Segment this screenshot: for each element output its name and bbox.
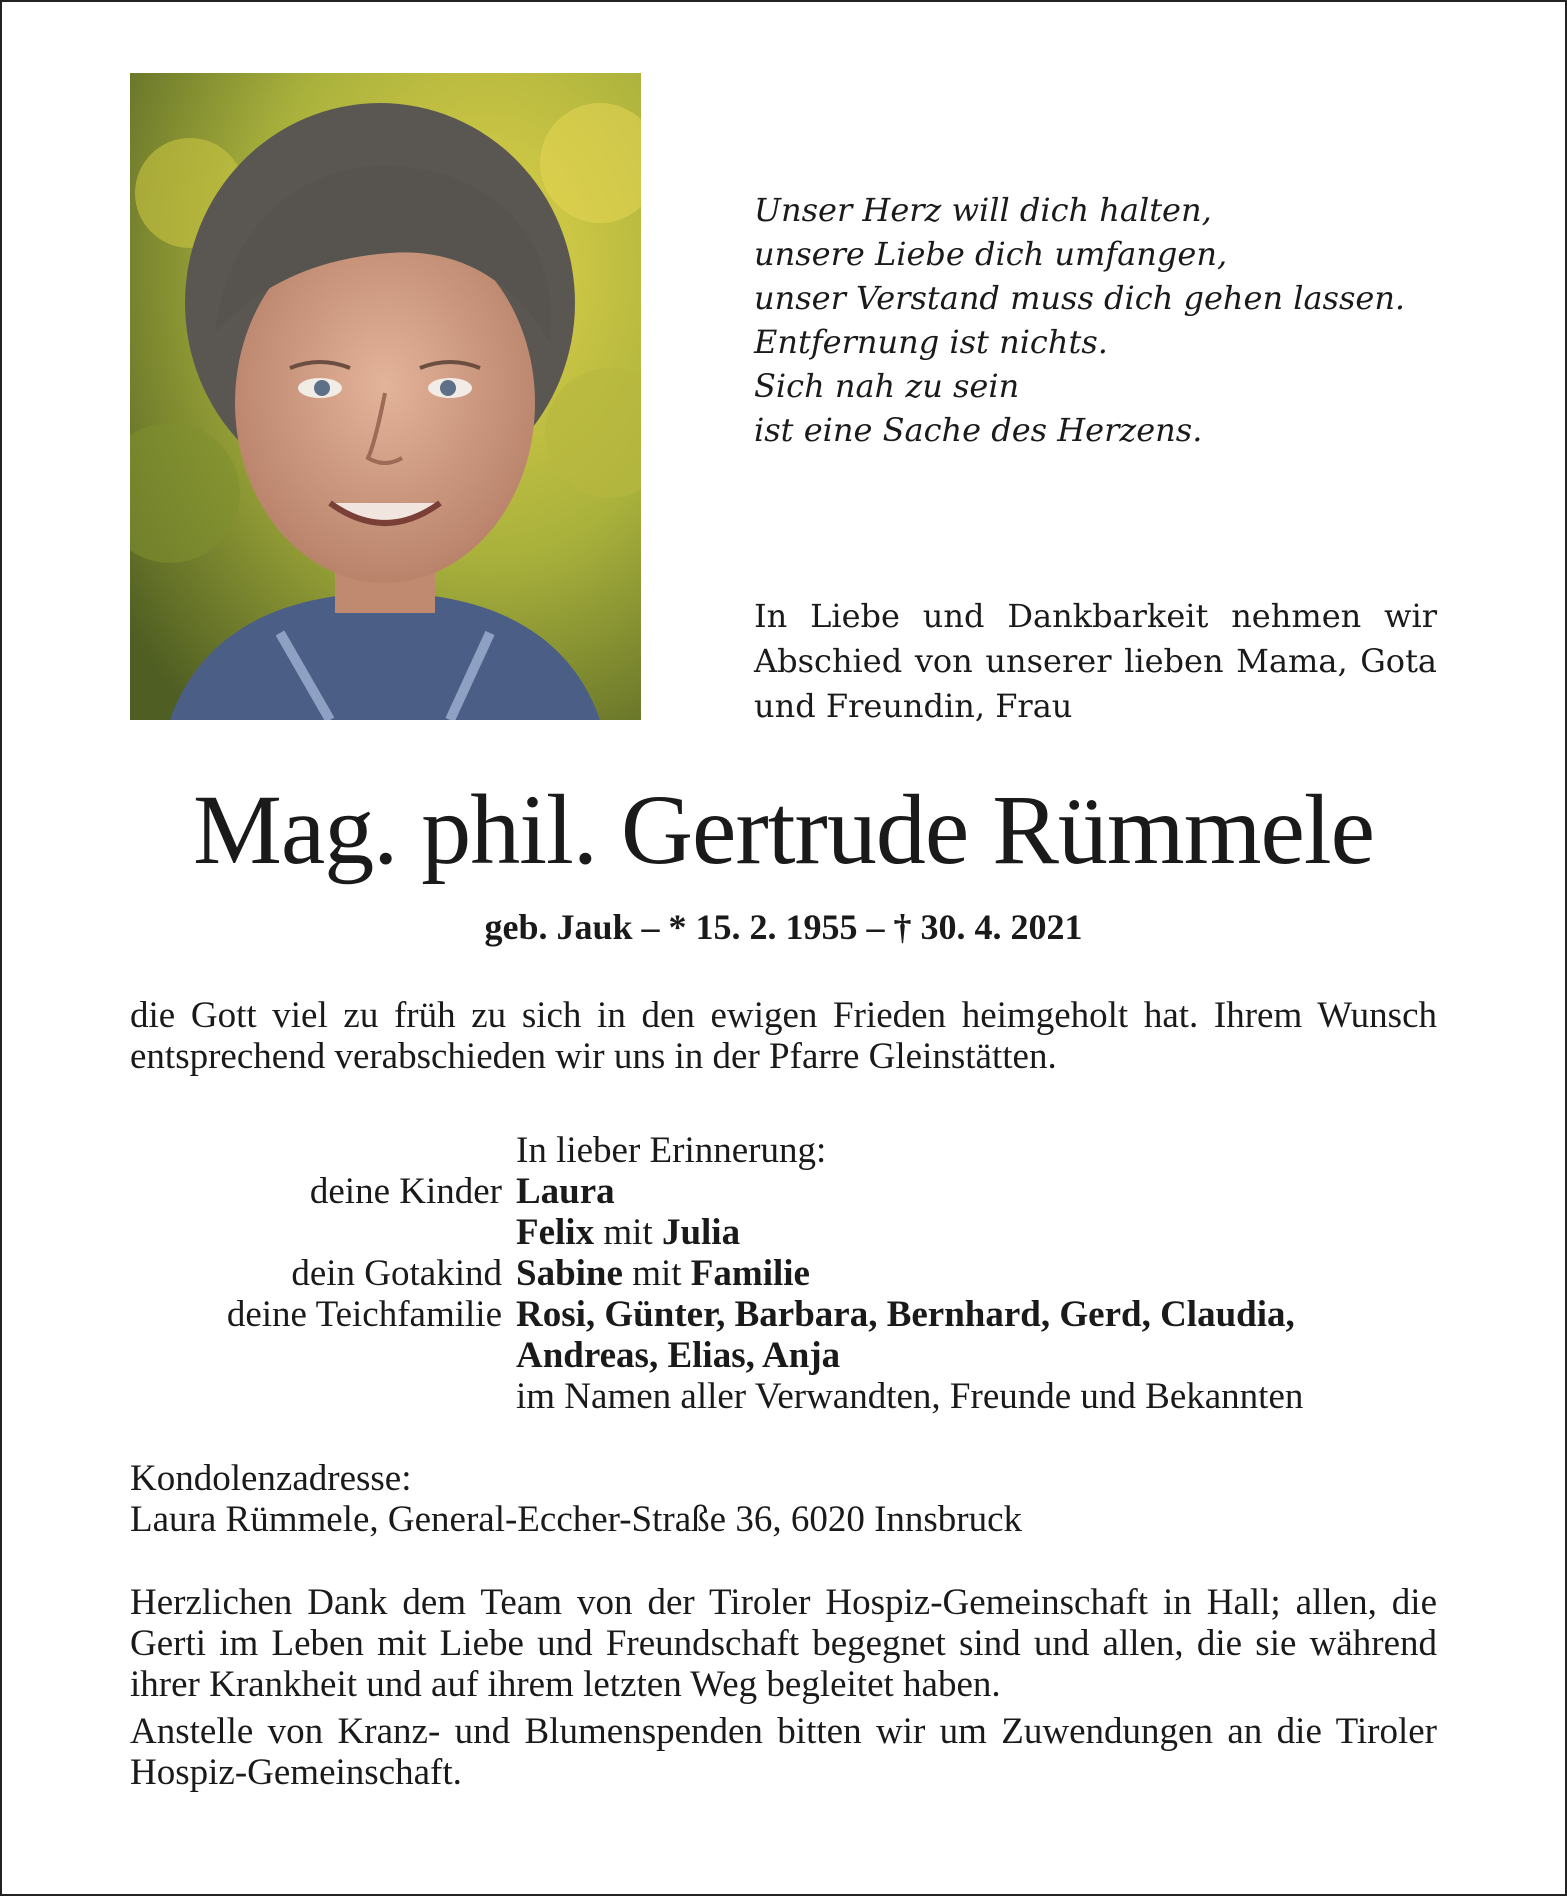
mourner-names: Rosi, Günter, Barbara, Bernhard, Gerd, Claudia, xyxy=(516,1294,1295,1335)
memory-closing-row xyxy=(130,1376,1437,1417)
announcement-text: die Gott viel zu früh zu sich in den ewigen Frieden heimgeholt hat. Ihrem Wunsch entsprechend verabschieden wir uns in der Pfarre Gleinstätten. xyxy=(130,995,1437,1077)
poem-line: ist eine Sache des Herzens. xyxy=(754,411,1203,449)
poem-line: unser Verstand muss dich gehen lassen. xyxy=(754,279,1406,317)
memory-row-pond-family xyxy=(130,1294,1437,1335)
condolence-address xyxy=(130,1458,1022,1540)
poem xyxy=(754,188,1405,452)
poem-line: Sich nah zu sein xyxy=(754,367,1020,405)
mourner-name: Familie xyxy=(690,1253,810,1294)
intro-text: In Liebe und Dankbarkeit nehmen wir Abschied von unserer lieben Mama, Gota und Freundin, Frau xyxy=(754,597,1437,725)
donation-paragraph: Anstelle von Kranz- und Blumenspenden bitten wir um Zuwendungen an die Tiroler Hospiz-Gemeinschaft. xyxy=(130,1711,1437,1793)
mourner-names: Andreas, Elias, Anja xyxy=(516,1335,841,1376)
thanks-paragraph: Herzlichen Dank dem Team von der Tiroler Hospiz-Gemeinschaft in Hall; allen, die Gerti im Leben mit Liebe und Freundschaft begegnet sind und allen, die sie während ihrer Krankheit und auf ihrem letzten Weg begleitet haben. xyxy=(130,1582,1437,1705)
birth-death-dates: geb. Jauk – * 15. 2. 1955 – † 30. 4. 2021 xyxy=(484,907,1083,947)
portrait-illustration xyxy=(130,73,641,720)
mourner-name: Felix xyxy=(516,1212,595,1253)
poem-line: Entfernung ist nichts. xyxy=(754,323,1108,361)
joiner-text: mit xyxy=(622,1253,691,1294)
memory-row-godchild xyxy=(130,1253,1437,1294)
relation-label: dein Gotakind xyxy=(291,1253,502,1294)
memory-section xyxy=(130,1130,1437,1417)
mourner-names: Laura xyxy=(516,1171,615,1212)
memory-row-children xyxy=(130,1171,1437,1212)
mourner-name: Julia xyxy=(661,1212,741,1253)
poem-line: unsere Liebe dich umfangen, xyxy=(754,235,1228,273)
relation-label: deine Kinder xyxy=(309,1171,502,1212)
memory-heading-row xyxy=(130,1130,1437,1171)
address-label: Kondolenzadresse: xyxy=(130,1458,412,1499)
memory-row-pond-family-2 xyxy=(130,1335,1437,1376)
poem-line: Unser Herz will dich halten, xyxy=(754,191,1212,229)
memory-closing: im Namen aller Verwandten, Freunde und Bekannten xyxy=(516,1376,1304,1417)
deceased-name: Mag. phil. Gertrude Rümmele xyxy=(192,774,1375,885)
relation-label: deine Teichfamilie xyxy=(226,1294,502,1335)
memory-heading: In lieber Erinnerung: xyxy=(516,1130,827,1171)
address-line: Laura Rümmele, General-Eccher-Straße 36, 6020 Innsbruck xyxy=(130,1499,1023,1540)
memory-row-children-2 xyxy=(130,1212,1437,1253)
mourner-name: Sabine xyxy=(516,1253,623,1294)
joiner-text: mit xyxy=(594,1212,662,1253)
portrait-photo xyxy=(130,73,641,720)
thanks-section xyxy=(130,1582,1437,1799)
